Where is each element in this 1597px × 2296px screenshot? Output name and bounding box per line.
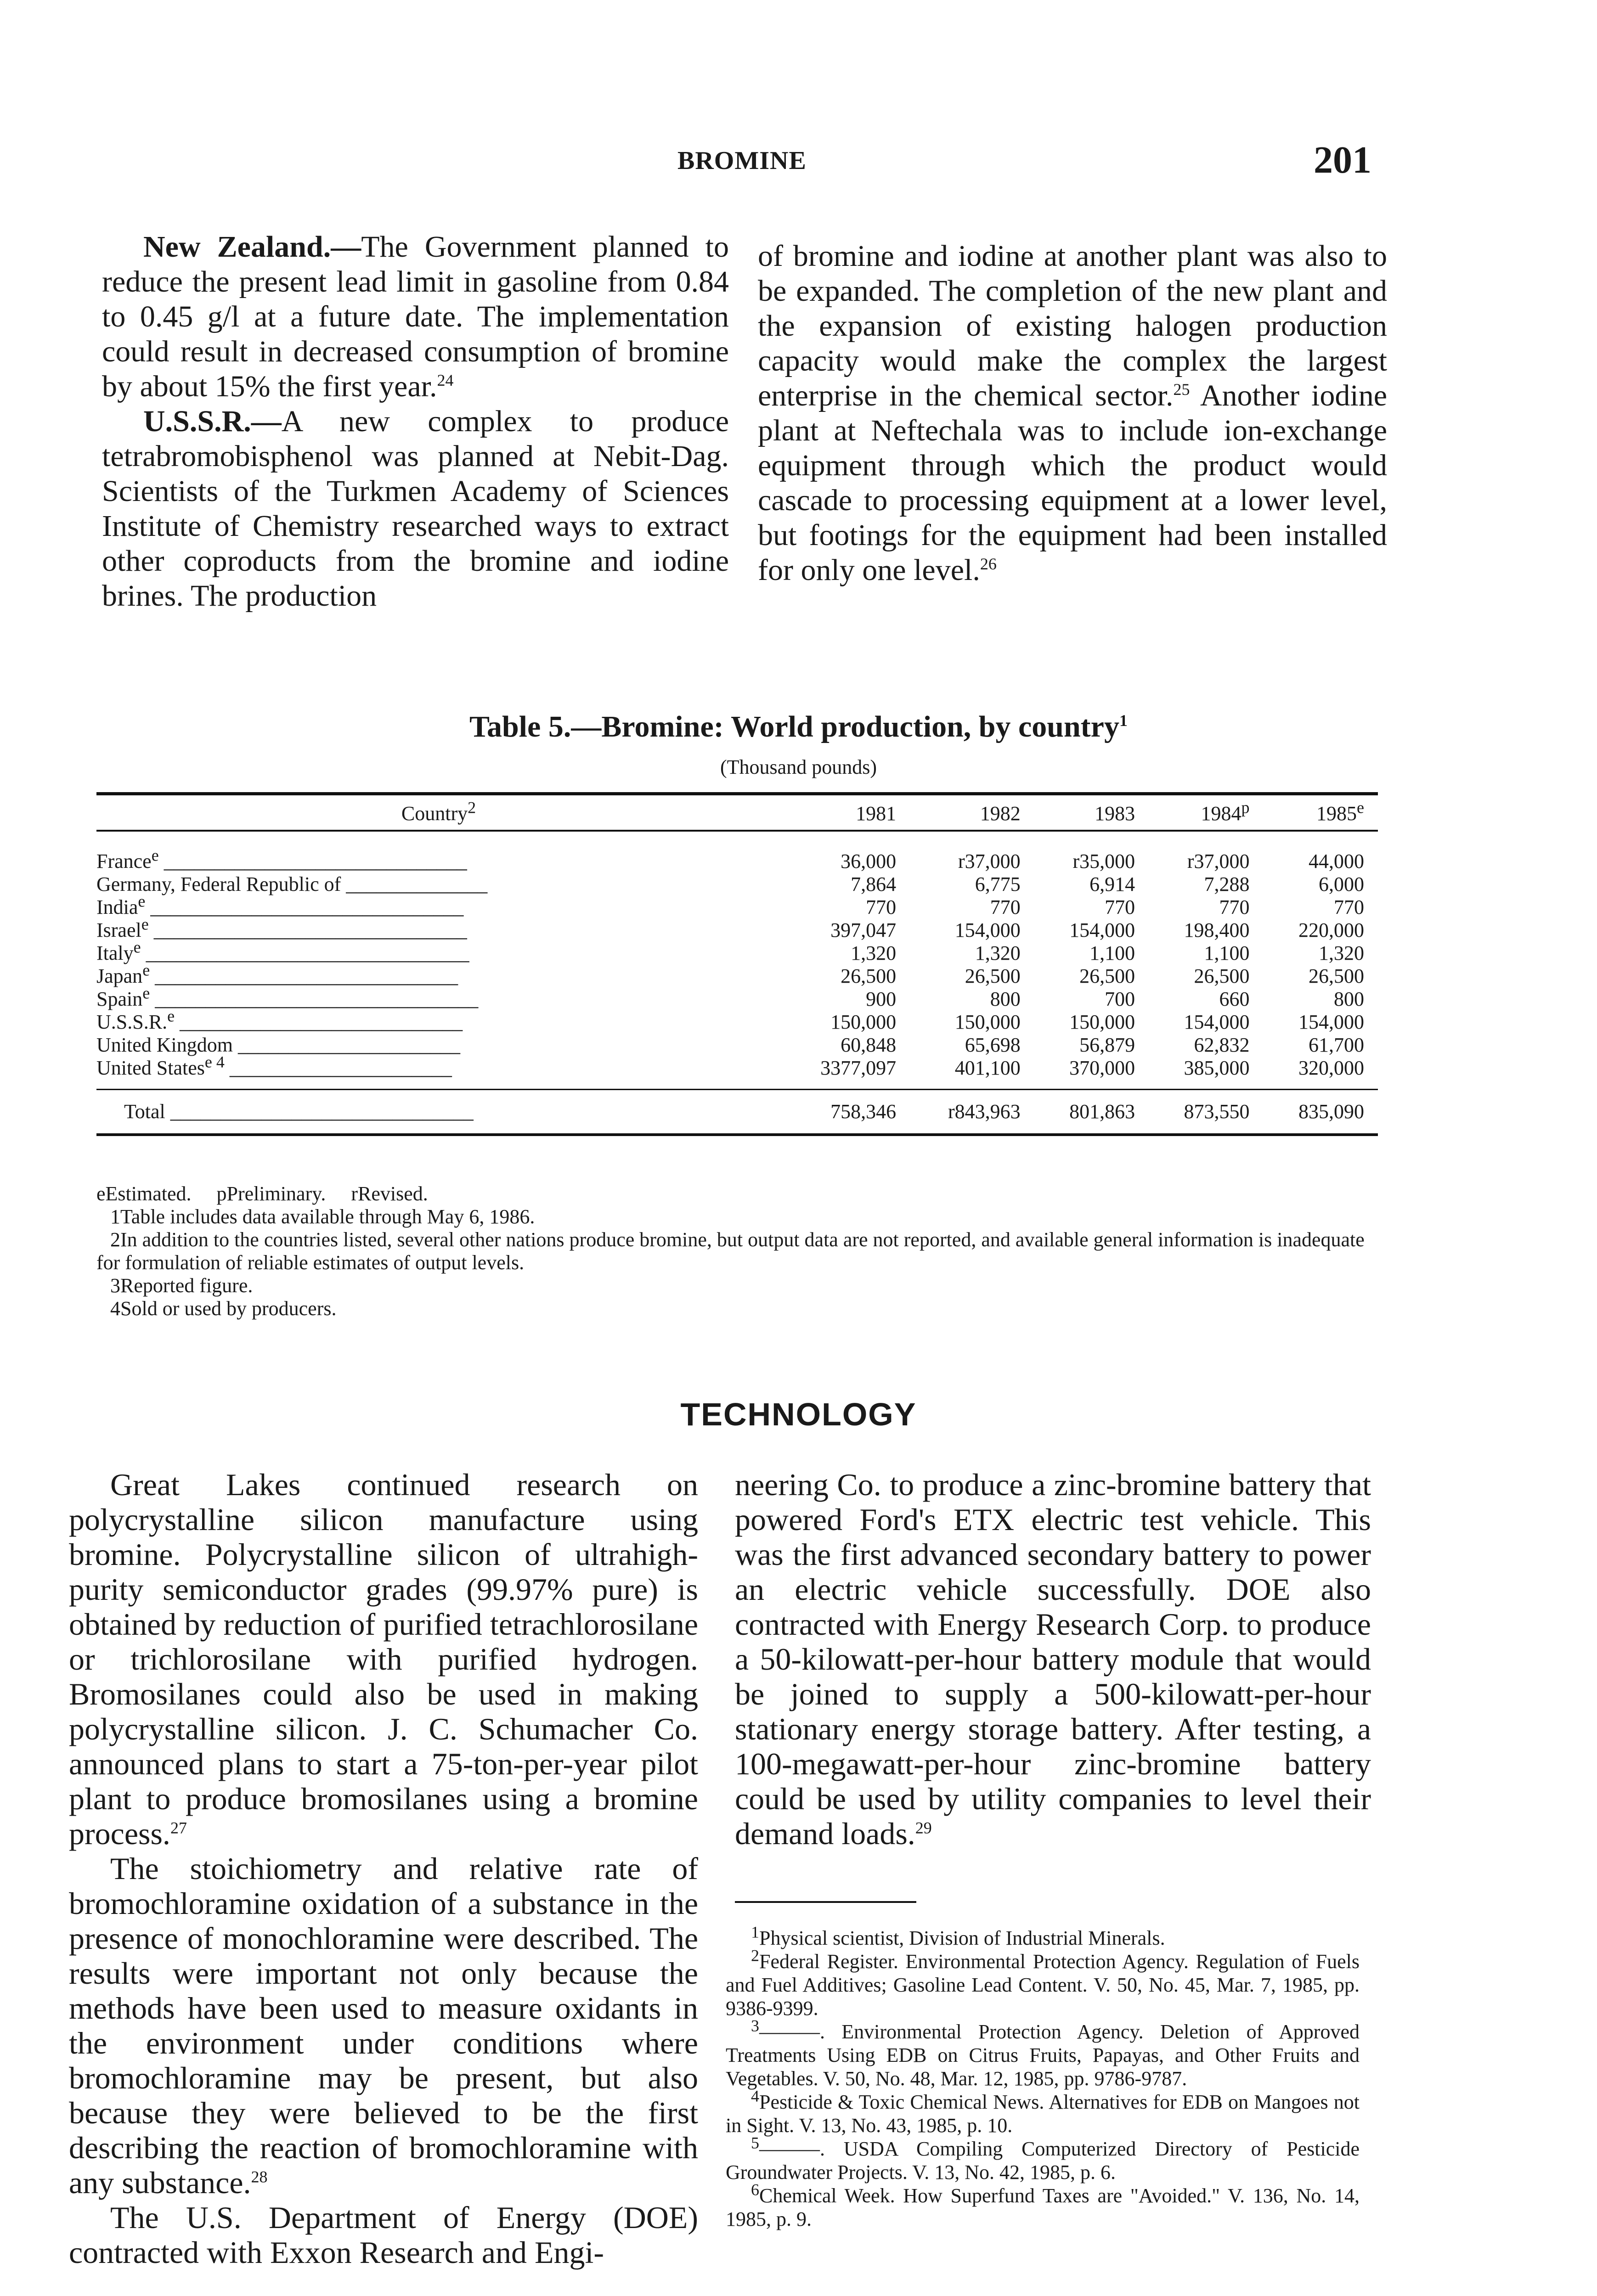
country-cell: United States$^{e 4}$ ______________________: [96, 1057, 452, 1079]
value-cell: 385,000: [1184, 1057, 1250, 1079]
table-row: [96, 919, 1378, 942]
section-heading-technology: TECHNOLOGY: [680, 1396, 917, 1432]
value-cell: 770: [990, 896, 1021, 918]
value-cell: 800: [1334, 988, 1364, 1010]
value-cell: 26,500: [1194, 965, 1250, 987]
footnote: $^2$Federal Register. Environmental Protection Agency. Regulation of Fuels and Fuel Additives; Gasoline Lead Content. V. 50, No. 45, Mar. 7, 1985, pp. 9386-9399.: [726, 1946, 1360, 2020]
footnote-rule: [735, 1901, 916, 1903]
value-cell: 1,320: [851, 942, 897, 964]
paragraph-ussr: [102, 404, 729, 613]
heading-ussr: U.S.S.R.—: [143, 405, 282, 438]
table-row: [96, 873, 1378, 896]
value-cell: 397,047: [830, 919, 897, 941]
value-cell: 61,700: [1309, 1034, 1364, 1056]
total-value: r843,963: [948, 1100, 1021, 1123]
value-cell: r37,000: [958, 850, 1021, 872]
footnotes: [726, 1923, 1360, 2231]
text-ussr-continued-a: of bromine and iodine at another plant was also to be expanded. The completion of the new plant and the expansion of existing halogen production capacity would make the complex the largest enterprise in the chemical sector.: [758, 239, 1387, 412]
country-cell: Italy$^e$ ________________________________: [96, 942, 469, 964]
table-row: [96, 1057, 1378, 1090]
table-note-3: 3Reported figure.: [110, 1274, 253, 1297]
lower-right-column: [735, 1467, 1371, 1851]
header-year: 1982: [910, 794, 1034, 831]
table-header-row: [96, 794, 1378, 831]
paragraph-doe-continued: neering Co. to produce a zinc-bromine battery that powered Ford's ETX electric test vehicle. This was the first advanced secondary battery to power an electric vehicle successfully. DOE also contracted with Energy Research Corp. to produce a 50-kilowatt-per-hour battery module that would be joined to supply a 500-kilowatt-per-hour stationary energy storage battery. After testing, a 100-megawatt-per-hour zinc-bromine battery could be used by utility companies to level their demand loads.$^{29}$: [735, 1467, 1371, 1851]
note-ref-27: 27: [170, 1818, 187, 1837]
text-ussr: A new complex to produce tetrabromobisphenol was planned at Nebit-Dag. Scientists of the Turkmen Academy of Sciences Institute of Chemistry researched ways to extract other coproducts from the bromine and iodine brines. The production: [102, 405, 729, 613]
value-cell: 320,000: [1298, 1057, 1364, 1079]
header-year: 1985e: [1264, 794, 1378, 831]
page-number: 201: [1314, 139, 1371, 181]
value-cell: r37,000: [1187, 850, 1250, 872]
header-country: Country$^2$: [96, 794, 781, 831]
note-ref-29: 29: [915, 1818, 932, 1837]
value-cell: 800: [990, 988, 1021, 1010]
value-cell: 44,000: [1309, 850, 1364, 872]
header-year: 1983: [1034, 794, 1149, 831]
header-year: 1984$^p$: [1149, 794, 1263, 831]
paragraph-great-lakes: Great Lakes continued research on polycrystalline silicon manufacture using bromine. Polycrystalline silicon of ultrahigh-purity semiconductor grades (99.97% pure) is obtained by reduction of purified tetrachlorosilane or trichlorosilane with purified hydrogen. Bromosilanes could also be used in making polycrystalline silicon. J. C. Schumacher Co. announced plans to start a 75-ton-per-year pilot plant to produce bromosilanes using a bromine process.$^{27}$: [69, 1467, 698, 1851]
value-cell: 7,288: [1204, 873, 1250, 895]
footnote: $^4$Pesticide & Toxic Chemical News. Alternatives for EDB on Mangoes not in Sight. V. 13, No. 43, 1985, p. 10.: [726, 2087, 1360, 2137]
value-cell: 1,100: [1204, 942, 1250, 964]
value-cell: 26,500: [1079, 965, 1135, 987]
table-row: [96, 942, 1378, 965]
text-ussr-continued-b: Another iodine plant at Neftechala was to include ion-exchange equipment through which the product would cascade to processing equipment at a lower level, but footings for the equipment had been installed for only one level.: [758, 379, 1387, 587]
value-cell: 770: [1105, 896, 1135, 918]
value-cell: 150,000: [1069, 1011, 1135, 1033]
value-cell: 154,000: [1298, 1011, 1364, 1033]
value-cell: 401,100: [954, 1057, 1021, 1079]
value-cell: 154,000: [1069, 919, 1135, 941]
paragraph-new-zealand: [102, 230, 729, 404]
value-cell: 26,500: [841, 965, 897, 987]
table-row: [96, 1011, 1378, 1034]
value-cell: 220,000: [1298, 919, 1364, 941]
country-cell: United Kingdom ______________________: [96, 1034, 460, 1056]
value-cell: 370,000: [1069, 1057, 1135, 1079]
value-cell: 1,320: [975, 942, 1021, 964]
value-cell: 150,000: [954, 1011, 1021, 1033]
value-cell: 1,100: [1089, 942, 1135, 964]
value-cell: 6,914: [1089, 873, 1135, 895]
table-row: [96, 965, 1378, 988]
table-row: [96, 831, 1378, 873]
table-row: [96, 988, 1378, 1011]
note-ref-26: 26: [980, 555, 997, 573]
table-title-note: 1: [1119, 711, 1128, 730]
country-cell: Spain$^e$ ________________________________: [96, 988, 479, 1010]
table-title: [0, 709, 1597, 744]
value-cell: 62,832: [1194, 1034, 1250, 1056]
total-value: 873,550: [1184, 1100, 1250, 1123]
value-cell: 65,698: [965, 1034, 1021, 1056]
footnote: $^6$Chemical Week. How Superfund Taxes are "Avoided." V. 136, No. 14, 1985, p. 9.: [726, 2180, 1360, 2230]
legend-preliminary: pPreliminary.: [216, 1182, 326, 1205]
value-cell: 770: [1334, 896, 1364, 918]
value-cell: 6,000: [1319, 873, 1364, 895]
text-new-zealand: The Government planned to reduce the present lead limit in gasoline from 0.84 to 0.45 g/l at a future date. The implementation could result in decreased consumption of bromine by about 15% the first year.: [102, 230, 729, 403]
country-cell: Germany, Federal Republic of ______________: [96, 873, 488, 895]
value-cell: 56,879: [1079, 1034, 1135, 1056]
production-table: [96, 792, 1378, 1136]
heading-new-zealand: New Zealand.—: [143, 230, 361, 264]
country-cell: India$^e$ _______________________________: [96, 896, 464, 918]
note-ref-24: 24: [437, 371, 454, 389]
country-cell: Israel$^e$ _______________________________: [96, 919, 467, 941]
table-subtitle: (Thousand pounds): [720, 756, 877, 778]
table-title-text: Table 5.—Bromine: World production, by country: [469, 710, 1119, 743]
legend-estimated: eEstimated.: [96, 1182, 192, 1205]
value-cell: 36,000: [841, 850, 897, 872]
table-note-1: 1Table includes data available through May 6, 1986.: [110, 1205, 535, 1228]
upper-right-column: [758, 239, 1387, 588]
footnote: $^3$———. Environmental Protection Agency. Deletion of Approved Treatments Using EDB on Citrus Fruits, Papayas, and Other Fruits and Vegetables. V. 50, No. 48, Mar. 12, 1985, pp. 9786-9787.: [726, 2016, 1360, 2090]
running-head: BROMINE: [677, 146, 807, 175]
value-cell: 3377,097: [820, 1057, 897, 1079]
value-cell: 6,775: [975, 873, 1021, 895]
value-cell: 1,320: [1319, 942, 1364, 964]
value-cell: 770: [866, 896, 897, 918]
table-note-2: 2In addition to the countries listed, several other nations produce bromine, but output data are not reported, and available general information is inadequate for formulation of reliable estimates of output levels.: [96, 1228, 1365, 1274]
value-cell: 198,400: [1184, 919, 1250, 941]
value-cell: 660: [1219, 988, 1250, 1010]
footnote: $^5$———. USDA Compiling Computerized Directory of Pesticide Groundwater Projects. V. 13, No. 42, 1985, p. 6.: [726, 2133, 1360, 2183]
value-cell: r35,000: [1072, 850, 1135, 872]
footnote: $^1$Physical scientist, Division of Industrial Minerals.: [751, 1923, 1165, 1949]
total-value: 835,090: [1298, 1100, 1364, 1123]
value-cell: 150,000: [830, 1011, 897, 1033]
table-notes: [96, 1182, 1383, 1320]
header-year: 1981: [781, 794, 910, 831]
note-ref-28: 28: [251, 2167, 268, 2186]
total-value: 801,863: [1069, 1100, 1135, 1123]
table-note-4: 4Sold or used by producers.: [110, 1297, 337, 1320]
lower-left-column: [69, 1467, 698, 2270]
paragraph-ussr-continued: [758, 239, 1387, 588]
total-value: 758,346: [830, 1100, 897, 1123]
total-label: Total ______________________________: [124, 1100, 474, 1123]
note-ref-25: 25: [1173, 380, 1190, 399]
upper-left-column: [102, 230, 729, 613]
value-cell: 60,848: [841, 1034, 897, 1056]
production-table-container: [96, 792, 1378, 1136]
value-cell: 700: [1105, 988, 1135, 1010]
paragraph-stoichiometry: The stoichiometry and relative rate of bromochloramine oxidation of a substance in the presence of monochloramine were described. The results were important not only because the methods have been used to measure oxidants in the environment under conditions where bromochloramine may be present, but also because they were believed to be the first describing the reaction of bromochloramine with any substance.$^{28}$: [69, 1851, 698, 2200]
country-cell: Japan$^e$ ______________________________: [96, 965, 458, 987]
value-cell: 7,864: [851, 873, 897, 895]
value-cell: 770: [1219, 896, 1250, 918]
country-cell: France$^e$ ______________________________: [96, 846, 467, 872]
value-cell: 26,500: [965, 965, 1021, 987]
country-cell: U.S.S.R.$^e$ ____________________________: [96, 1011, 463, 1033]
value-cell: 154,000: [1184, 1011, 1250, 1033]
table-row: [96, 1034, 1378, 1057]
paragraph-doe: The U.S. Department of Energy (DOE) contracted with Exxon Research and Engi-: [69, 2200, 698, 2270]
table-row: [96, 896, 1378, 919]
value-cell: 154,000: [954, 919, 1021, 941]
value-cell: 900: [866, 988, 897, 1010]
table-total-row: [96, 1090, 1378, 1135]
legend-revised: rRevised.: [351, 1182, 428, 1205]
table-legend: [96, 1182, 1383, 1205]
value-cell: 26,500: [1309, 965, 1364, 987]
